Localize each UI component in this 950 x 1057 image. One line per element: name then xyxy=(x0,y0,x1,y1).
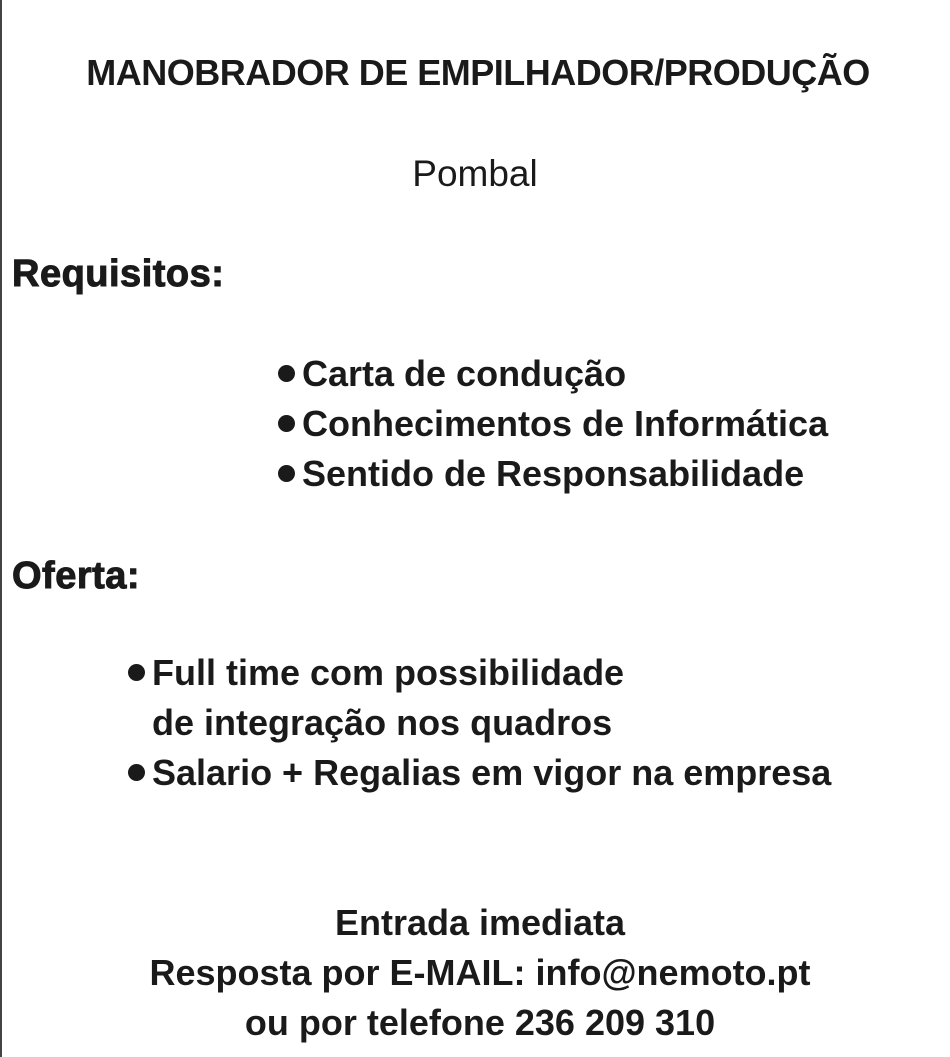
list-item xyxy=(302,449,828,499)
requirement-text: Sentido de Responsabilidade xyxy=(302,453,805,494)
job-location: Pombal xyxy=(412,153,538,194)
requirements-heading: Requisitos: xyxy=(12,253,225,295)
requirement-text: Carta de condução xyxy=(302,353,627,394)
list-item xyxy=(152,748,831,798)
offer-text: de integração nos quadros xyxy=(152,702,613,743)
footer-phone-line: ou por telefone 236 209 310 xyxy=(244,1002,716,1043)
requirements-list xyxy=(302,349,828,499)
bullet-icon xyxy=(128,764,145,781)
bullet-icon xyxy=(128,664,145,681)
list-item xyxy=(302,349,828,399)
list-item xyxy=(152,648,831,698)
list-item xyxy=(302,399,828,449)
job-title: MANOBRADOR DE EMPILHADOR/PRODUÇÃO xyxy=(86,52,870,93)
footer-start-note: Entrada imediata xyxy=(334,902,626,943)
offer-heading: Oferta: xyxy=(12,555,141,597)
offer-text: Salario + Regalias em vigor na empresa xyxy=(152,752,832,793)
offer-text: Full time com possibilidade xyxy=(152,652,625,693)
bullet-icon xyxy=(278,465,295,482)
offer-list xyxy=(152,648,831,798)
requirement-text: Conhecimentos de Informática xyxy=(302,403,829,444)
bullet-icon xyxy=(278,365,295,382)
bullet-icon xyxy=(278,415,295,432)
list-item-continuation xyxy=(152,698,831,748)
footer-email-line: Resposta por E-MAIL: info@nemoto.pt xyxy=(149,952,811,993)
